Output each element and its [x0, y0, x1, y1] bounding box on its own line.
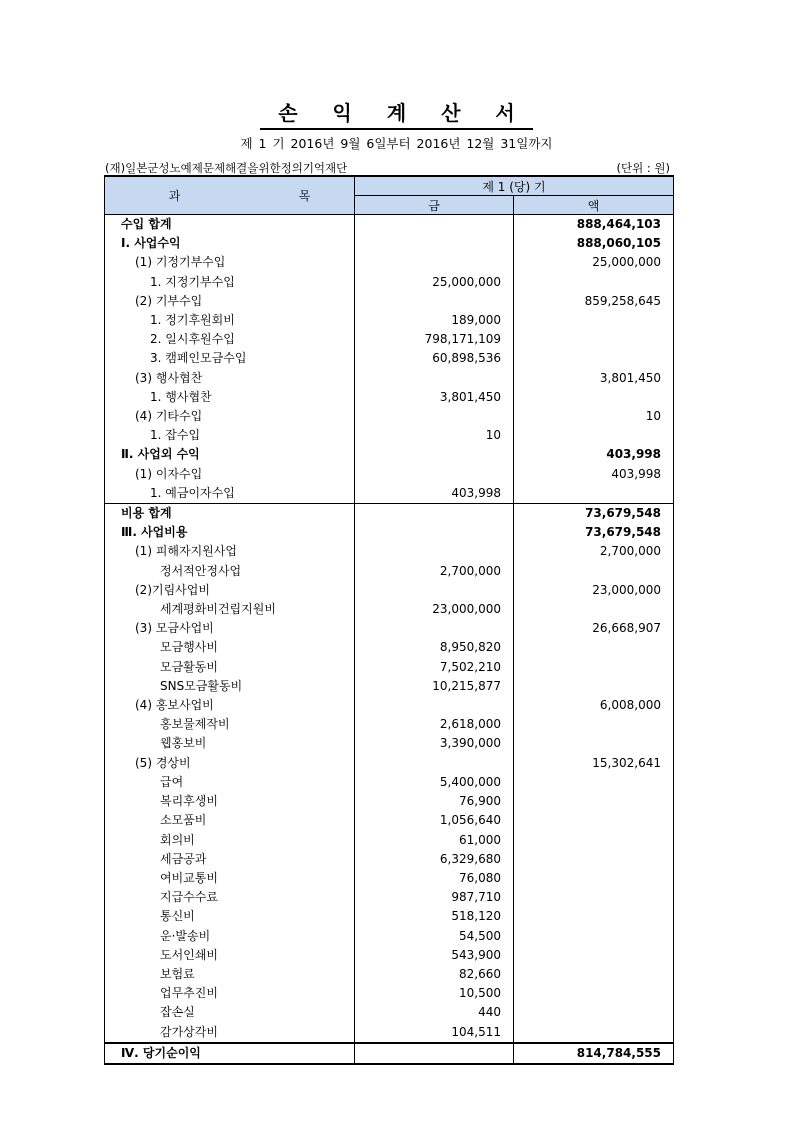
- row-label: 1. 정기후원회비: [105, 311, 355, 330]
- row-total-amount: [514, 484, 674, 504]
- header-amount-a: 금: [355, 196, 514, 215]
- row-detail-amount: 10,500: [355, 984, 514, 1003]
- statement-row: [105, 407, 674, 426]
- statement-row: [105, 715, 674, 734]
- row-label: 1. 예금이자수입: [105, 484, 355, 504]
- row-label: 비용 합계: [105, 504, 355, 524]
- row-label: 모금활동비: [105, 658, 355, 677]
- row-detail-amount: 3,801,450: [355, 388, 514, 407]
- statement-row: [105, 388, 674, 407]
- statement-row: [105, 927, 674, 946]
- document-title-wrap: [0, 100, 793, 130]
- row-total-amount: [514, 677, 674, 696]
- row-label: 세계평화비건립지원비: [105, 600, 355, 619]
- row-label: 1. 지정기부수입: [105, 273, 355, 292]
- row-total-amount: [514, 946, 674, 965]
- statement-row: [105, 811, 674, 830]
- row-total-amount: [514, 562, 674, 581]
- row-total-amount: 25,000,000: [514, 253, 674, 272]
- row-label: (4) 기타수입: [105, 407, 355, 426]
- organization-name: (재)일본군성노예제문제해결을위한정의기억재단: [105, 161, 348, 175]
- row-detail-amount: [355, 581, 514, 600]
- statement-row: [105, 677, 674, 696]
- row-label: 잡손실: [105, 1003, 355, 1022]
- statement-row: [105, 581, 674, 600]
- row-detail-amount: [355, 523, 514, 542]
- statement-row: [105, 523, 674, 542]
- row-detail-amount: [355, 369, 514, 388]
- statement-row: [105, 773, 674, 792]
- row-detail-amount: 440: [355, 1003, 514, 1022]
- grand-total-row: [105, 1043, 674, 1064]
- row-label: 업무추진비: [105, 984, 355, 1003]
- row-label: Ⅰ. 사업수익: [105, 234, 355, 253]
- statement-row: [105, 907, 674, 926]
- row-label: 복리후생비: [105, 792, 355, 811]
- row-detail-amount: 61,000: [355, 831, 514, 850]
- row-label: Ⅳ. 당기순이익: [105, 1043, 355, 1064]
- row-detail-amount: [355, 696, 514, 715]
- row-total-amount: 403,998: [514, 465, 674, 484]
- row-total-amount: 3,801,450: [514, 369, 674, 388]
- header-subject: [105, 176, 355, 215]
- row-detail-amount: 7,502,210: [355, 658, 514, 677]
- row-detail-amount: 23,000,000: [355, 600, 514, 619]
- row-total-amount: [514, 311, 674, 330]
- row-total-amount: 888,464,103: [514, 215, 674, 235]
- row-total-amount: [514, 869, 674, 888]
- row-label: 회의비: [105, 831, 355, 850]
- row-detail-amount: [355, 504, 514, 524]
- statement-row: [105, 658, 674, 677]
- statement-row: [105, 215, 674, 235]
- row-detail-amount: 2,618,000: [355, 715, 514, 734]
- row-total-amount: [514, 907, 674, 926]
- statement-row: [105, 311, 674, 330]
- statement-row: [105, 888, 674, 907]
- row-label: 운·발송비: [105, 927, 355, 946]
- row-label: 3. 캠페인모금수입: [105, 349, 355, 368]
- row-total-amount: [514, 811, 674, 830]
- row-label: 소모품비: [105, 811, 355, 830]
- row-total-amount: [514, 426, 674, 445]
- row-total-amount: 403,998: [514, 445, 674, 464]
- row-detail-amount: 8,950,820: [355, 638, 514, 657]
- row-label: (2)기림사업비: [105, 581, 355, 600]
- row-total-amount: [514, 734, 674, 753]
- statement-row: [105, 426, 674, 445]
- statement-row: [105, 946, 674, 965]
- row-label: 1. 잡수입: [105, 426, 355, 445]
- row-label: SNS모금활동비: [105, 677, 355, 696]
- statement-row: [105, 1023, 674, 1043]
- statement-row: [105, 984, 674, 1003]
- row-total-amount: 23,000,000: [514, 581, 674, 600]
- statement-row: [105, 562, 674, 581]
- row-detail-amount: [355, 292, 514, 311]
- row-total-amount: [514, 927, 674, 946]
- document-title: 손 익 계 산 서: [260, 100, 532, 130]
- row-total-amount: 888,060,105: [514, 234, 674, 253]
- row-total-amount: 15,302,641: [514, 754, 674, 773]
- row-label: (1) 피해자지원사업: [105, 542, 355, 561]
- row-detail-amount: 76,900: [355, 792, 514, 811]
- row-total-amount: 10: [514, 407, 674, 426]
- row-detail-amount: 10: [355, 426, 514, 445]
- statement-row: [105, 253, 674, 272]
- row-label: 지급수수료: [105, 888, 355, 907]
- row-detail-amount: [355, 234, 514, 253]
- currency-unit: (단위 : 원): [616, 161, 670, 175]
- statement-row: [105, 465, 674, 484]
- row-total-amount: 26,668,907: [514, 619, 674, 638]
- statement-row: [105, 292, 674, 311]
- row-total-amount: [514, 965, 674, 984]
- row-total-amount: 73,679,548: [514, 504, 674, 524]
- row-total-amount: [514, 330, 674, 349]
- row-label: 도서인쇄비: [105, 946, 355, 965]
- row-detail-amount: 543,900: [355, 946, 514, 965]
- row-detail-amount: [355, 407, 514, 426]
- row-total-amount: [514, 984, 674, 1003]
- row-label: 급여: [105, 773, 355, 792]
- statement-row: [105, 792, 674, 811]
- row-label: 통신비: [105, 907, 355, 926]
- row-detail-amount: [355, 445, 514, 464]
- statement-row: [105, 638, 674, 657]
- row-label: (4) 홍보사업비: [105, 696, 355, 715]
- row-total-amount: [514, 850, 674, 869]
- row-label: 모금행사비: [105, 638, 355, 657]
- row-detail-amount: [355, 754, 514, 773]
- row-detail-amount: 3,390,000: [355, 734, 514, 753]
- row-total-amount: 73,679,548: [514, 523, 674, 542]
- row-label: (3) 행사협찬: [105, 369, 355, 388]
- row-detail-amount: 1,056,640: [355, 811, 514, 830]
- row-total-amount: 814,784,555: [514, 1043, 674, 1064]
- row-label: 1. 행사협찬: [105, 388, 355, 407]
- row-detail-amount: [355, 619, 514, 638]
- row-detail-amount: 60,898,536: [355, 349, 514, 368]
- row-total-amount: [514, 600, 674, 619]
- row-detail-amount: 798,171,109: [355, 330, 514, 349]
- row-total-amount: [514, 773, 674, 792]
- row-detail-amount: 403,998: [355, 484, 514, 504]
- statement-row: [105, 1003, 674, 1022]
- row-total-amount: [514, 658, 674, 677]
- row-total-amount: 6,008,000: [514, 696, 674, 715]
- row-total-amount: 859,258,645: [514, 292, 674, 311]
- statement-row: [105, 600, 674, 619]
- income-statement-table: [104, 175, 674, 1065]
- statement-row: [105, 831, 674, 850]
- row-detail-amount: 25,000,000: [355, 273, 514, 292]
- row-label: 홍보물제작비: [105, 715, 355, 734]
- row-label: (3) 모금사업비: [105, 619, 355, 638]
- row-label: Ⅲ. 사업비용: [105, 523, 355, 542]
- row-label: 2. 일시후원수입: [105, 330, 355, 349]
- row-detail-amount: [355, 253, 514, 272]
- row-detail-amount: [355, 215, 514, 235]
- row-detail-amount: 6,329,680: [355, 850, 514, 869]
- header-amount-b: 액: [514, 196, 674, 215]
- statement-row: [105, 754, 674, 773]
- row-label: Ⅱ. 사업외 수익: [105, 445, 355, 464]
- row-label: 웹홍보비: [105, 734, 355, 753]
- row-total-amount: [514, 888, 674, 907]
- statement-row: [105, 619, 674, 638]
- row-total-amount: [514, 792, 674, 811]
- row-label: (1) 이자수입: [105, 465, 355, 484]
- header-period: 제 1 (당) 기: [355, 176, 674, 196]
- statement-row: [105, 234, 674, 253]
- row-detail-amount: 76,080: [355, 869, 514, 888]
- row-total-amount: [514, 1023, 674, 1043]
- row-total-amount: [514, 638, 674, 657]
- row-total-amount: [514, 349, 674, 368]
- fiscal-period: 제 1 기 2016년 9월 6일부터 2016년 12월 31일까지: [240, 136, 553, 151]
- row-detail-amount: 104,511: [355, 1023, 514, 1043]
- row-detail-amount: 2,700,000: [355, 562, 514, 581]
- row-total-amount: [514, 273, 674, 292]
- header-subject-b: 목: [298, 189, 311, 203]
- row-total-amount: 2,700,000: [514, 542, 674, 561]
- statement-row: [105, 696, 674, 715]
- row-detail-amount: 189,000: [355, 311, 514, 330]
- row-label: 감가상각비: [105, 1023, 355, 1043]
- row-detail-amount: 10,215,877: [355, 677, 514, 696]
- row-total-amount: [514, 388, 674, 407]
- statement-row: [105, 542, 674, 561]
- row-detail-amount: 54,500: [355, 927, 514, 946]
- row-detail-amount: 5,400,000: [355, 773, 514, 792]
- statement-row: [105, 445, 674, 464]
- row-detail-amount: [355, 1043, 514, 1064]
- row-detail-amount: [355, 542, 514, 561]
- header-subject-a: 과: [168, 189, 181, 203]
- row-label: 보험료: [105, 965, 355, 984]
- statement-row: [105, 504, 674, 524]
- statement-row: [105, 850, 674, 869]
- row-detail-amount: 987,710: [355, 888, 514, 907]
- statement-row: [105, 349, 674, 368]
- row-total-amount: [514, 715, 674, 734]
- row-detail-amount: 82,660: [355, 965, 514, 984]
- statement-row: [105, 369, 674, 388]
- row-total-amount: [514, 831, 674, 850]
- statement-row: [105, 484, 674, 504]
- statement-rows: [105, 215, 674, 1064]
- row-detail-amount: [355, 465, 514, 484]
- statement-row: [105, 273, 674, 292]
- statement-row: [105, 330, 674, 349]
- statement-row: [105, 869, 674, 888]
- row-label: (1) 기정기부수입: [105, 253, 355, 272]
- statement-row: [105, 734, 674, 753]
- statement-row: [105, 965, 674, 984]
- row-label: 여비교통비: [105, 869, 355, 888]
- row-label: 수입 합계: [105, 215, 355, 235]
- row-label: (5) 경상비: [105, 754, 355, 773]
- row-label: (2) 기부수입: [105, 292, 355, 311]
- row-label: 세금공과: [105, 850, 355, 869]
- row-total-amount: [514, 1003, 674, 1022]
- row-detail-amount: 518,120: [355, 907, 514, 926]
- row-label: 정서적안정사업: [105, 562, 355, 581]
